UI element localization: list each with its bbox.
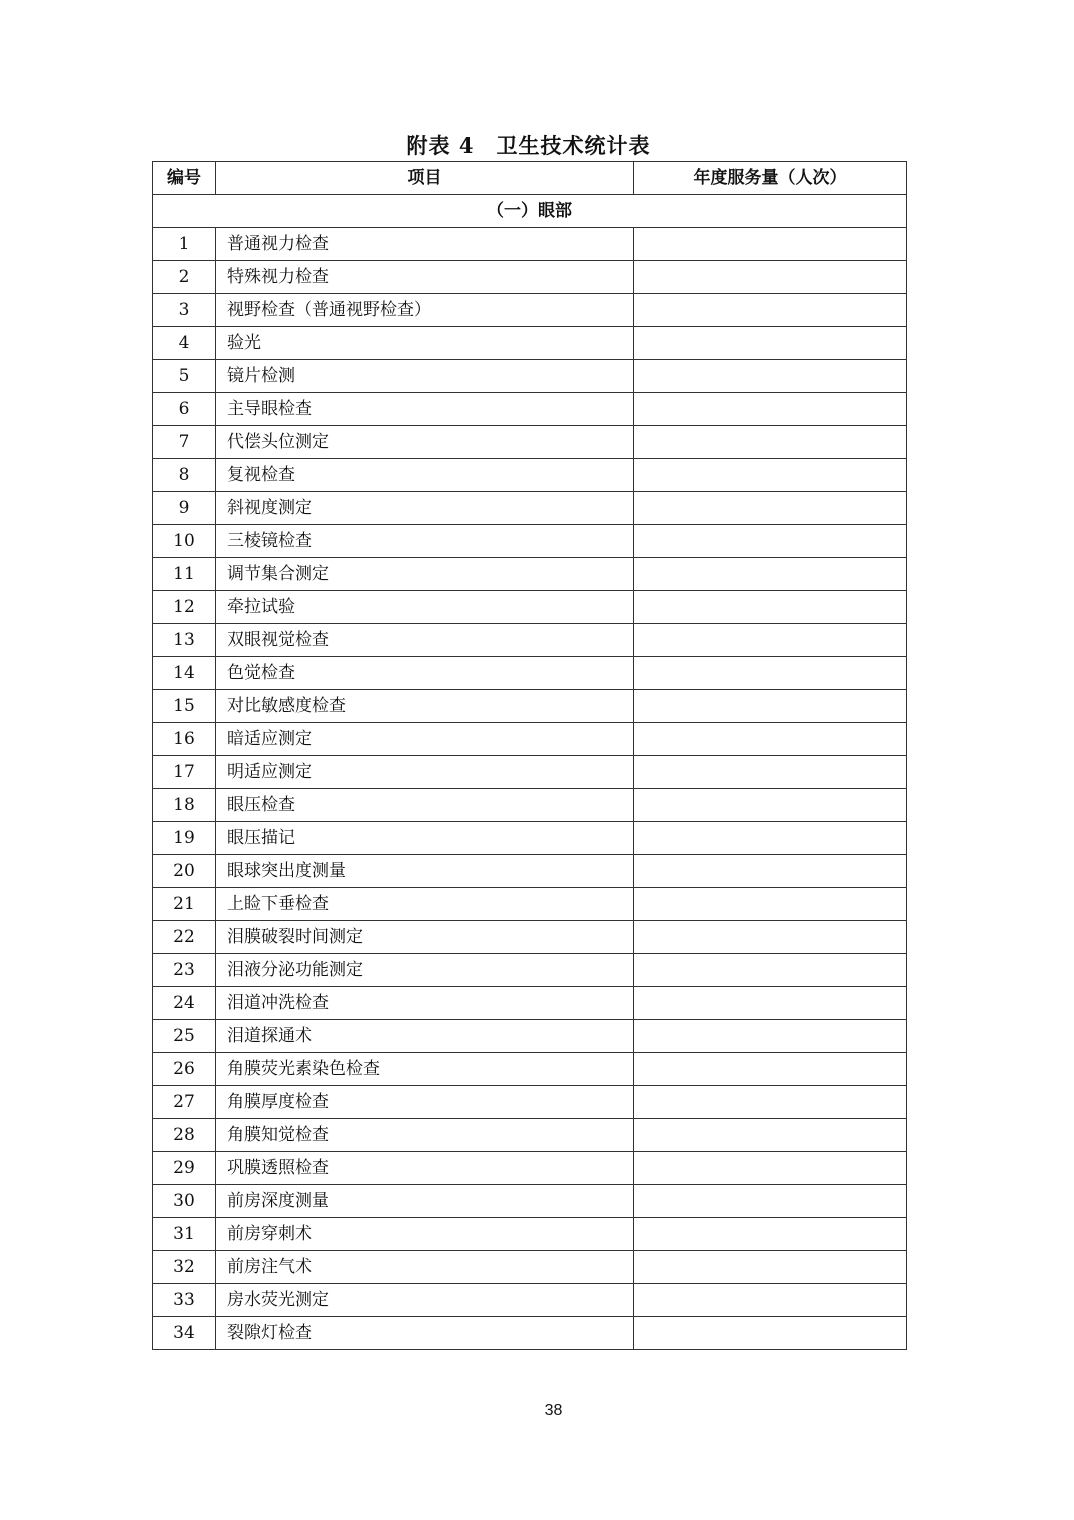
row-annual-volume — [634, 261, 907, 294]
table-row — [153, 591, 907, 624]
row-item-name: 泪液分泌功能测定 — [216, 954, 634, 987]
table-row — [153, 723, 907, 756]
row-annual-volume — [634, 1020, 907, 1053]
table-row — [153, 855, 907, 888]
row-number: 20 — [153, 855, 216, 888]
row-item-name: 泪道冲洗检查 — [216, 987, 634, 1020]
row-annual-volume — [634, 987, 907, 1020]
row-item-name: 前房深度测量 — [216, 1185, 634, 1218]
header-item: 项目 — [216, 162, 634, 195]
row-item-name: 双眼视觉检查 — [216, 624, 634, 657]
table-row — [153, 888, 907, 921]
row-number: 10 — [153, 525, 216, 558]
section-row — [153, 195, 907, 228]
row-item-name: 特殊视力检查 — [216, 261, 634, 294]
table-row — [153, 525, 907, 558]
row-number: 22 — [153, 921, 216, 954]
row-number: 34 — [153, 1317, 216, 1350]
row-number: 2 — [153, 261, 216, 294]
row-item-name: 前房注气术 — [216, 1251, 634, 1284]
row-item-name: 对比敏感度检查 — [216, 690, 634, 723]
row-number: 33 — [153, 1284, 216, 1317]
row-annual-volume — [634, 1251, 907, 1284]
row-annual-volume — [634, 327, 907, 360]
table-row — [153, 756, 907, 789]
row-item-name: 眼压检查 — [216, 789, 634, 822]
row-item-name: 角膜知觉检查 — [216, 1119, 634, 1152]
table-row — [153, 1317, 907, 1350]
row-number: 21 — [153, 888, 216, 921]
row-item-name: 眼球突出度测量 — [216, 855, 634, 888]
table-row — [153, 1086, 907, 1119]
table-row — [153, 261, 907, 294]
row-number: 11 — [153, 558, 216, 591]
row-item-name: 色觉检查 — [216, 657, 634, 690]
row-item-name: 斜视度测定 — [216, 492, 634, 525]
row-annual-volume — [634, 954, 907, 987]
row-item-name: 眼压描记 — [216, 822, 634, 855]
row-number: 23 — [153, 954, 216, 987]
row-annual-volume — [634, 492, 907, 525]
row-number: 26 — [153, 1053, 216, 1086]
row-annual-volume — [634, 1317, 907, 1350]
table-row — [153, 954, 907, 987]
header-number: 编号 — [153, 162, 216, 195]
row-number: 14 — [153, 657, 216, 690]
row-annual-volume — [634, 228, 907, 261]
row-number: 25 — [153, 1020, 216, 1053]
page-title: 附表 4 卫生技术统计表 — [406, 133, 651, 158]
row-item-name: 角膜厚度检查 — [216, 1086, 634, 1119]
table-row — [153, 393, 907, 426]
table-row — [153, 624, 907, 657]
table-row — [153, 1152, 907, 1185]
row-number: 31 — [153, 1218, 216, 1251]
table-row — [153, 360, 907, 393]
row-number: 9 — [153, 492, 216, 525]
row-number: 8 — [153, 459, 216, 492]
table-row — [153, 1053, 907, 1086]
row-item-name: 暗适应测定 — [216, 723, 634, 756]
row-annual-volume — [634, 723, 907, 756]
header-annual-volume: 年度服务量（人次） — [634, 162, 907, 195]
row-number: 3 — [153, 294, 216, 327]
row-annual-volume — [634, 1053, 907, 1086]
table-row — [153, 327, 907, 360]
table-row — [153, 1251, 907, 1284]
table-row — [153, 558, 907, 591]
row-annual-volume — [634, 888, 907, 921]
table-row — [153, 822, 907, 855]
row-annual-volume — [634, 1218, 907, 1251]
row-number: 30 — [153, 1185, 216, 1218]
row-item-name: 主导眼检查 — [216, 393, 634, 426]
row-item-name: 明适应测定 — [216, 756, 634, 789]
statistics-table — [152, 161, 907, 1350]
row-annual-volume — [634, 558, 907, 591]
table-row — [153, 459, 907, 492]
table-row — [153, 426, 907, 459]
row-annual-volume — [634, 1086, 907, 1119]
row-annual-volume — [634, 789, 907, 822]
table-row — [153, 1185, 907, 1218]
table-row — [153, 1020, 907, 1053]
row-annual-volume — [634, 855, 907, 888]
table-row — [153, 492, 907, 525]
row-item-name: 镜片检测 — [216, 360, 634, 393]
row-number: 4 — [153, 327, 216, 360]
row-item-name: 验光 — [216, 327, 634, 360]
row-item-name: 泪膜破裂时间测定 — [216, 921, 634, 954]
row-number: 16 — [153, 723, 216, 756]
row-annual-volume — [634, 459, 907, 492]
row-annual-volume — [634, 822, 907, 855]
row-number: 32 — [153, 1251, 216, 1284]
row-item-name: 普通视力检查 — [216, 228, 634, 261]
table-row — [153, 1119, 907, 1152]
row-annual-volume — [634, 690, 907, 723]
row-annual-volume — [634, 1119, 907, 1152]
table-row — [153, 1218, 907, 1251]
row-item-name: 泪道探通术 — [216, 1020, 634, 1053]
row-annual-volume — [634, 1152, 907, 1185]
row-number: 27 — [153, 1086, 216, 1119]
table-row — [153, 228, 907, 261]
row-annual-volume — [634, 756, 907, 789]
row-number: 13 — [153, 624, 216, 657]
table-row — [153, 690, 907, 723]
row-number: 29 — [153, 1152, 216, 1185]
row-item-name: 上睑下垂检查 — [216, 888, 634, 921]
row-number: 17 — [153, 756, 216, 789]
row-item-name: 前房穿刺术 — [216, 1218, 634, 1251]
row-number: 19 — [153, 822, 216, 855]
section-title: （一）眼部 — [153, 195, 907, 228]
table-row — [153, 921, 907, 954]
row-annual-volume — [634, 624, 907, 657]
row-item-name: 代偿头位测定 — [216, 426, 634, 459]
row-number: 5 — [153, 360, 216, 393]
row-item-name: 牵拉试验 — [216, 591, 634, 624]
row-item-name: 三棱镜检查 — [216, 525, 634, 558]
row-annual-volume — [634, 525, 907, 558]
row-item-name: 角膜荧光素染色检查 — [216, 1053, 634, 1086]
row-annual-volume — [634, 591, 907, 624]
table-row — [153, 294, 907, 327]
row-item-name: 复视检查 — [216, 459, 634, 492]
table-row — [153, 1284, 907, 1317]
page-number: 38 — [544, 1402, 563, 1419]
row-annual-volume — [634, 921, 907, 954]
row-number: 28 — [153, 1119, 216, 1152]
row-item-name: 视野检查（普通视野检查） — [216, 294, 634, 327]
table-header-row — [153, 162, 907, 195]
row-number: 18 — [153, 789, 216, 822]
table-row — [153, 987, 907, 1020]
row-annual-volume — [634, 393, 907, 426]
row-annual-volume — [634, 657, 907, 690]
row-annual-volume — [634, 360, 907, 393]
row-annual-volume — [634, 294, 907, 327]
row-number: 6 — [153, 393, 216, 426]
row-number: 24 — [153, 987, 216, 1020]
table-row — [153, 657, 907, 690]
row-annual-volume — [634, 1185, 907, 1218]
row-annual-volume — [634, 1284, 907, 1317]
row-number: 12 — [153, 591, 216, 624]
row-number: 1 — [153, 228, 216, 261]
row-item-name: 调节集合测定 — [216, 558, 634, 591]
row-item-name: 裂隙灯检查 — [216, 1317, 634, 1350]
table-row — [153, 789, 907, 822]
row-number: 15 — [153, 690, 216, 723]
row-item-name: 巩膜透照检查 — [216, 1152, 634, 1185]
row-item-name: 房水荧光测定 — [216, 1284, 634, 1317]
row-annual-volume — [634, 426, 907, 459]
row-number: 7 — [153, 426, 216, 459]
